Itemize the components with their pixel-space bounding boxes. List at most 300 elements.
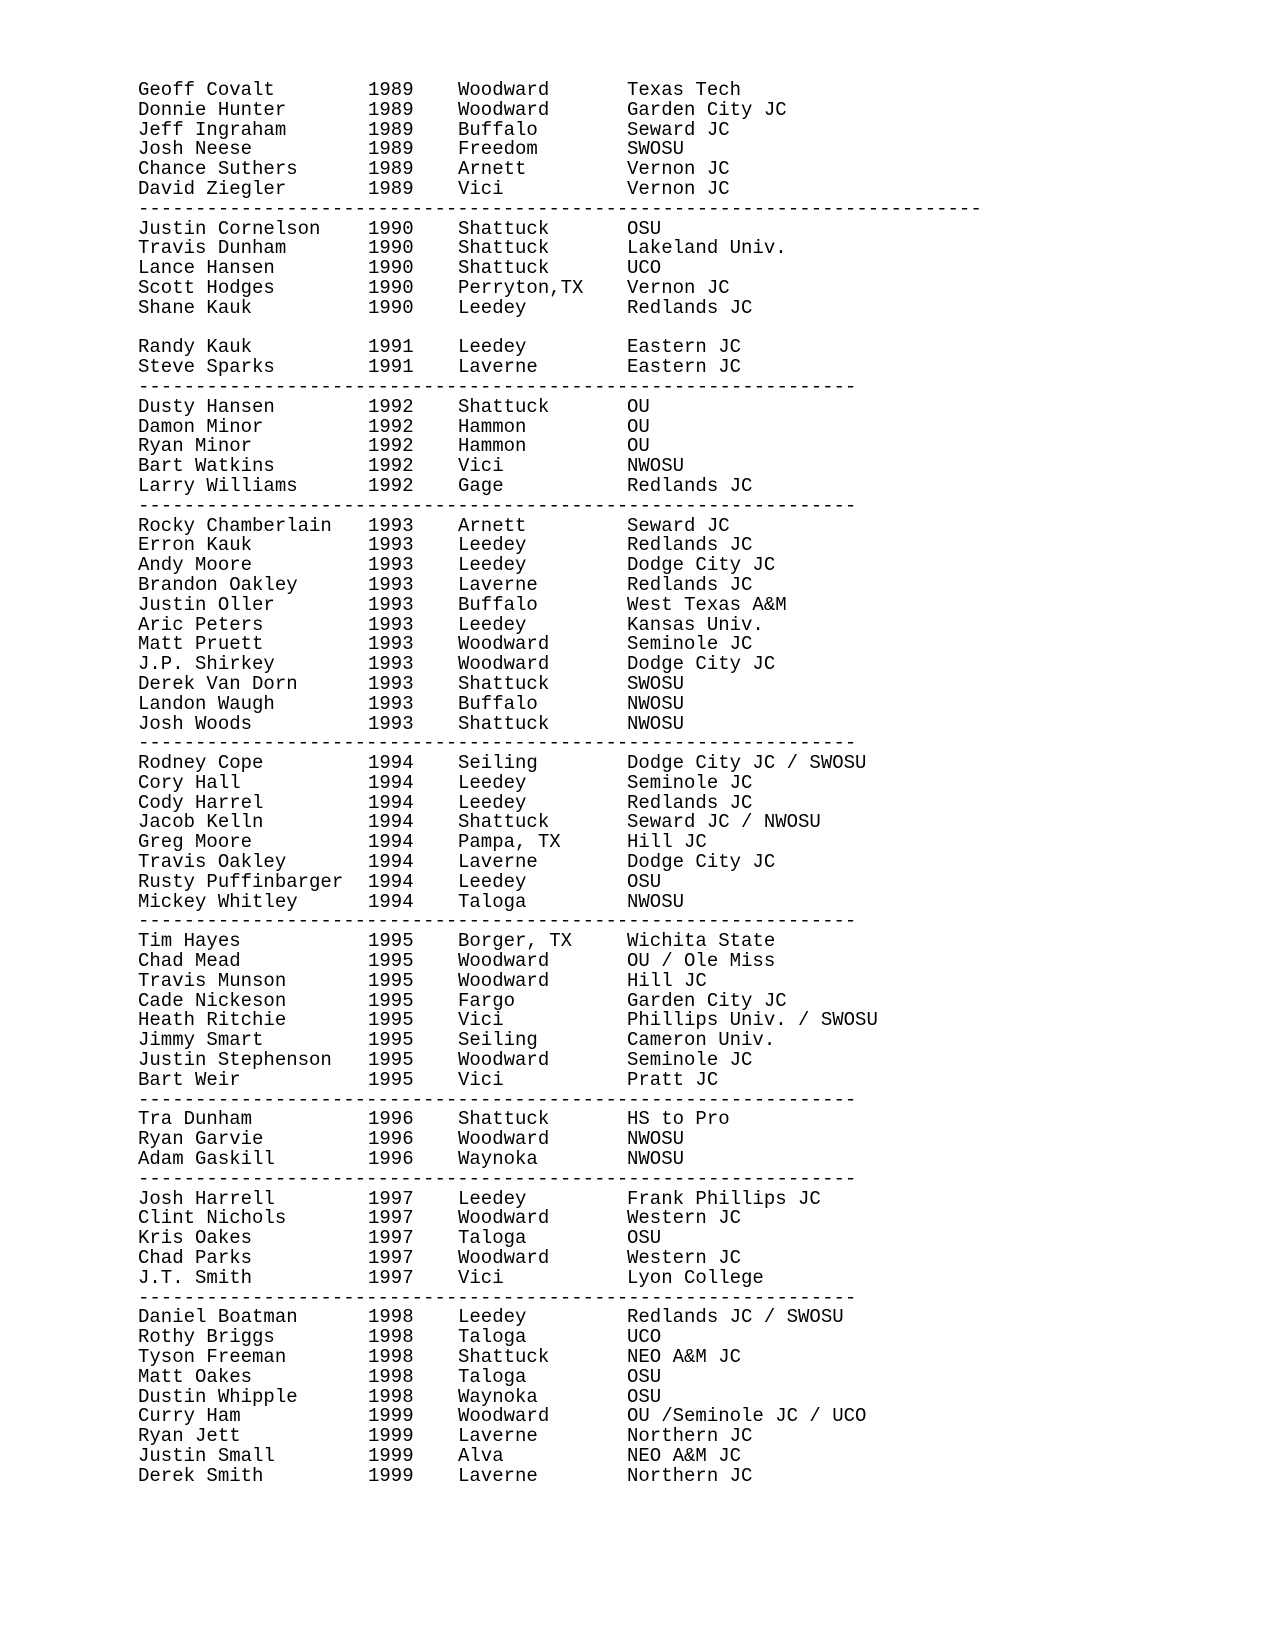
player-name: Aric Peters <box>138 613 264 636</box>
college: OU / Ole Miss <box>627 950 776 973</box>
college: Garden City JC <box>627 98 787 121</box>
college: OSU <box>627 217 662 240</box>
college: Hill JC <box>627 969 707 992</box>
college: Seminole JC <box>627 771 753 794</box>
table-row <box>138 556 982 576</box>
hometown: Vici <box>458 1009 504 1032</box>
hometown: Gage <box>458 474 504 497</box>
college: Wichita State <box>627 930 776 953</box>
grad-year: 1995 <box>368 1068 414 1091</box>
college: Eastern JC <box>627 336 742 359</box>
grad-year: 1989 <box>368 79 414 101</box>
hometown: Leedey <box>458 791 527 814</box>
player-name: Steve Sparks <box>138 356 275 379</box>
table-row <box>138 276 982 299</box>
table-row <box>138 415 982 438</box>
player-name: Josh Neese <box>138 138 253 161</box>
hometown: Shattuck <box>458 811 550 834</box>
player-name: Josh Harrell <box>138 1187 275 1210</box>
grad-year: 1997 <box>368 1247 414 1270</box>
table-row <box>138 259 982 279</box>
table-row <box>138 613 982 636</box>
table-row <box>138 791 982 814</box>
hometown: Vici <box>458 1068 504 1091</box>
college: Redlands JC <box>627 791 753 814</box>
grad-year: 1994 <box>368 771 414 794</box>
grad-year: 1990 <box>368 276 414 299</box>
grad-year: 1993 <box>368 534 414 557</box>
table-row <box>138 1110 982 1130</box>
grad-year: 1993 <box>368 672 414 695</box>
table-row <box>138 1150 982 1170</box>
grad-year: 1989 <box>368 138 414 161</box>
hometown: Laverne <box>458 1464 538 1487</box>
hometown: Alva <box>458 1444 504 1467</box>
grad-year: 1999 <box>368 1405 414 1428</box>
hometown: Pampa, TX <box>458 831 561 854</box>
hometown: Woodward <box>458 653 550 676</box>
table-row <box>138 692 982 715</box>
player-name: Derek Van Dorn <box>138 672 298 695</box>
college: OU <box>627 415 650 438</box>
table-row <box>138 1407 982 1427</box>
grad-year: 1991 <box>368 356 414 379</box>
hometown: Laverne <box>458 573 538 596</box>
hometown: Vici <box>458 177 504 200</box>
college: Eastern JC <box>627 356 742 379</box>
college: OSU <box>627 870 662 893</box>
hometown: Taloga <box>458 1326 527 1349</box>
college: Vernon JC <box>627 158 730 181</box>
player-name: Randy Kauk <box>138 336 253 359</box>
hometown: Leedey <box>458 534 527 557</box>
college: Dodge City JC / SWOSU <box>627 752 867 775</box>
college: NWOSU <box>627 712 685 735</box>
college: OU <box>627 395 650 418</box>
table-row <box>138 754 982 774</box>
hometown: Freedom <box>458 138 538 161</box>
hometown: Leedey <box>458 613 527 636</box>
college: Lyon College <box>627 1266 764 1289</box>
hometown: Shattuck <box>458 257 550 280</box>
hometown: Woodward <box>458 1405 550 1428</box>
hometown: Leedey <box>458 1306 527 1329</box>
player-name: Landon Waugh <box>138 692 275 715</box>
grad-year: 1997 <box>368 1187 414 1210</box>
hometown: Buffalo <box>458 593 538 616</box>
player-name: Dusty Hansen <box>138 395 275 418</box>
grad-year: 1990 <box>368 296 414 319</box>
grad-year: 1998 <box>368 1385 414 1408</box>
table-row <box>138 1365 982 1388</box>
hometown: Taloga <box>458 1365 527 1388</box>
player-name: Matt Pruett <box>138 633 264 656</box>
college: Hill JC <box>627 831 707 854</box>
player-name: Justin Small <box>138 1444 275 1467</box>
table-row <box>138 1051 982 1071</box>
section-separator: --------------------------------------------------------------- <box>138 732 857 755</box>
table-row <box>138 1348 982 1368</box>
hometown: Woodward <box>458 1247 550 1270</box>
hometown: Hammon <box>458 435 527 458</box>
player-name: David Ziegler <box>138 177 287 200</box>
grad-year: 1993 <box>368 712 414 735</box>
hometown: Shattuck <box>458 712 550 735</box>
player-name: Jimmy Smart <box>138 1029 264 1052</box>
hometown: Shattuck <box>458 1346 550 1368</box>
college: Redlands JC <box>627 474 753 497</box>
grad-year: 1994 <box>368 851 414 874</box>
grad-year: 1991 <box>368 336 414 359</box>
grad-year: 1999 <box>368 1464 414 1487</box>
table-row <box>138 395 982 418</box>
player-name: Justin Stephenson <box>138 1049 332 1072</box>
college: Vernon JC <box>627 177 730 200</box>
player-name: Bart Watkins <box>138 455 275 478</box>
hometown: Waynoka <box>458 1148 538 1171</box>
table-row <box>138 474 982 497</box>
college: SWOSU <box>627 138 685 161</box>
grad-year: 1998 <box>368 1306 414 1329</box>
college: Lakeland Univ. <box>627 237 787 260</box>
player-name: Jacob Kelln <box>138 811 264 834</box>
hometown: Leedey <box>458 1187 527 1210</box>
college: Vernon JC <box>627 276 730 299</box>
player-name: Shane Kauk <box>138 296 253 319</box>
section-separator: --------------------------------------------------------------- <box>138 375 857 398</box>
hometown: Laverne <box>458 356 538 379</box>
college: OSU <box>627 1227 662 1250</box>
player-name: Rocky Chamberlain <box>138 514 332 537</box>
table-row <box>138 1229 982 1249</box>
college: Pratt JC <box>627 1068 719 1091</box>
section-separator: --------------------------------------------------------------- <box>138 1167 857 1190</box>
player-name: Andy Moore <box>138 554 253 577</box>
player-name: Travis Dunham <box>138 237 287 260</box>
player-name: Rodney Cope <box>138 752 264 775</box>
grad-year: 1989 <box>368 158 414 181</box>
grad-year: 1989 <box>368 177 414 200</box>
hometown: Leedey <box>458 336 527 359</box>
college: NEO A&M JC <box>627 1346 742 1368</box>
section-separator: --------------------------------------------------------------- <box>138 494 857 517</box>
table-row <box>138 160 982 180</box>
player-name: Geoff Covalt <box>138 79 275 101</box>
hometown: Vici <box>458 1266 504 1289</box>
section-separator: -------------------------------------------------------------------------- <box>138 197 982 220</box>
college: Seminole JC <box>627 1049 753 1072</box>
college: OSU <box>627 1365 662 1388</box>
hometown: Leedey <box>458 296 527 319</box>
grad-year: 1996 <box>368 1148 414 1171</box>
grad-year: 1990 <box>368 237 414 260</box>
table-row <box>138 177 982 200</box>
college: Phillips Univ. / SWOSU <box>627 1009 878 1032</box>
college: Western JC <box>627 1207 742 1230</box>
player-name: Mickey Whitley <box>138 890 298 913</box>
hometown: Laverne <box>458 1425 538 1448</box>
hometown: Woodward <box>458 969 550 992</box>
college: NWOSU <box>627 1148 685 1171</box>
player-name: Matt Oakes <box>138 1365 253 1388</box>
grad-year: 1993 <box>368 514 414 537</box>
college: Seward JC <box>627 118 730 141</box>
hometown: Shattuck <box>458 395 550 418</box>
table-row <box>138 1427 982 1447</box>
player-name: Brandon Oakley <box>138 573 298 596</box>
hometown: Taloga <box>458 1227 527 1250</box>
grad-year: 1995 <box>368 1009 414 1032</box>
grad-year: 1993 <box>368 613 414 636</box>
grad-year: 1993 <box>368 692 414 715</box>
document-content <box>138 81 982 1487</box>
grad-year: 1994 <box>368 752 414 775</box>
grad-year: 1995 <box>368 930 414 953</box>
hometown: Leedey <box>458 870 527 893</box>
grad-year: 1997 <box>368 1227 414 1250</box>
grad-year: 1993 <box>368 593 414 616</box>
college: Northern JC <box>627 1425 753 1448</box>
grad-year: 1994 <box>368 811 414 834</box>
college: Redlands JC / SWOSU <box>627 1306 844 1329</box>
grad-year: 1994 <box>368 890 414 913</box>
college: OU /Seminole JC / UCO <box>627 1405 867 1428</box>
hometown: Woodward <box>458 1049 550 1072</box>
college: NWOSU <box>627 692 685 715</box>
table-row <box>138 1464 982 1487</box>
college: Redlands JC <box>627 296 753 319</box>
hometown: Woodward <box>458 950 550 973</box>
grad-year: 1992 <box>368 435 414 458</box>
grad-year: 1997 <box>368 1207 414 1230</box>
table-row <box>138 1444 982 1467</box>
hometown: Vici <box>458 455 504 478</box>
table-row <box>138 969 982 992</box>
player-name: Adam Gaskill <box>138 1148 275 1171</box>
grad-year: 1993 <box>368 653 414 676</box>
college: Kansas Univ. <box>627 613 764 636</box>
grad-year: 1995 <box>368 950 414 973</box>
hometown: Woodward <box>458 98 550 121</box>
player-name: Tra Dunham <box>138 1108 253 1131</box>
college: NWOSU <box>627 1128 685 1151</box>
player-name: Tyson Freeman <box>138 1346 287 1368</box>
college: HS to Pro <box>627 1108 730 1131</box>
player-name: Donnie Hunter <box>138 98 287 121</box>
hometown: Shattuck <box>458 217 550 240</box>
college: Seward JC <box>627 514 730 537</box>
hometown: Laverne <box>458 851 538 874</box>
college: Western JC <box>627 1247 742 1270</box>
table-row <box>138 771 982 794</box>
table-row <box>138 1011 982 1031</box>
hometown: Shattuck <box>458 1108 550 1131</box>
grad-year: 1999 <box>368 1444 414 1467</box>
table-row <box>138 573 982 596</box>
player-name: Justin Cornelson <box>138 217 321 240</box>
player-name: Heath Ritchie <box>138 1009 287 1032</box>
player-name: Cade Nickeson <box>138 989 287 1012</box>
grad-year: 1994 <box>368 791 414 814</box>
player-name: Daniel Boatman <box>138 1306 298 1329</box>
grad-year: 1999 <box>368 1425 414 1448</box>
grad-year: 1993 <box>368 554 414 577</box>
grad-year: 1990 <box>368 257 414 280</box>
grad-year: 1997 <box>368 1266 414 1289</box>
player-name: Derek Smith <box>138 1464 264 1487</box>
table-row <box>138 536 982 556</box>
player-name: Jeff Ingraham <box>138 118 287 141</box>
college: Frank Phillips JC <box>627 1187 821 1210</box>
grad-year: 1995 <box>368 969 414 992</box>
player-name: Erron Kauk <box>138 534 253 557</box>
player-name: Chance Suthers <box>138 158 298 181</box>
table-row <box>138 1249 982 1269</box>
player-name: Travis Oakley <box>138 851 287 874</box>
player-name: Rusty Puffinbarger <box>138 870 344 893</box>
hometown: Leedey <box>458 771 527 794</box>
college: Cameron Univ. <box>627 1029 776 1052</box>
hometown: Taloga <box>458 890 527 913</box>
college: Seminole JC <box>627 633 753 656</box>
hometown: Borger, TX <box>458 930 573 953</box>
table-row <box>138 655 982 675</box>
college: Seward JC / NWOSU <box>627 811 821 834</box>
college: NWOSU <box>627 890 685 913</box>
player-name: Curry Ham <box>138 1405 241 1428</box>
grad-year: 1995 <box>368 989 414 1012</box>
player-name: Clint Nichols <box>138 1207 287 1230</box>
college: Dodge City JC <box>627 851 776 874</box>
hometown: Perryton,TX <box>458 276 584 299</box>
player-name: Dustin Whipple <box>138 1385 298 1408</box>
table-row <box>138 932 982 952</box>
hometown: Woodward <box>458 79 550 101</box>
college: Dodge City JC <box>627 653 776 676</box>
player-name: Lance Hansen <box>138 257 275 280</box>
college: OU <box>627 435 650 458</box>
player-name: Cory Hall <box>138 771 241 794</box>
player-name: Greg Moore <box>138 831 253 854</box>
college: UCO <box>627 257 662 280</box>
table-row <box>138 514 982 537</box>
grad-year: 1992 <box>368 395 414 418</box>
grad-year: 1989 <box>368 118 414 141</box>
hometown: Waynoka <box>458 1385 538 1408</box>
college: Redlands JC <box>627 573 753 596</box>
college: Garden City JC <box>627 989 787 1012</box>
grad-year: 1995 <box>368 1049 414 1072</box>
player-name: Chad Mead <box>138 950 241 973</box>
grad-year: 1998 <box>368 1365 414 1388</box>
table-row <box>138 1209 982 1229</box>
hometown: Woodward <box>458 1128 550 1151</box>
hometown: Seiling <box>458 1029 538 1052</box>
player-name: J.T. Smith <box>138 1266 253 1289</box>
grad-year: 1998 <box>368 1326 414 1349</box>
player-name: Cody Harrel <box>138 791 264 814</box>
college: West Texas A&M <box>627 593 787 616</box>
college: Redlands JC <box>627 534 753 557</box>
player-name: Josh Woods <box>138 712 253 735</box>
hometown: Seiling <box>458 752 538 775</box>
table-row <box>138 672 982 695</box>
college: SWOSU <box>627 672 685 695</box>
college: UCO <box>627 1326 662 1349</box>
hometown: Fargo <box>458 989 516 1012</box>
college: NEO A&M JC <box>627 1444 742 1467</box>
grad-year: 1993 <box>368 633 414 656</box>
player-name: Kris Oakes <box>138 1227 253 1250</box>
college: NWOSU <box>627 455 685 478</box>
player-name: Larry Williams <box>138 474 298 497</box>
hometown: Hammon <box>458 415 527 438</box>
section-separator: --------------------------------------------------------------- <box>138 1286 857 1309</box>
grad-year: 1992 <box>368 415 414 438</box>
table-row <box>138 296 982 319</box>
table-row <box>138 98 982 121</box>
table-row <box>138 81 982 101</box>
player-name: Bart Weir <box>138 1068 241 1091</box>
grad-year: 1996 <box>368 1128 414 1151</box>
table-row <box>138 952 982 972</box>
hometown: Woodward <box>458 633 550 656</box>
college: OSU <box>627 1385 662 1408</box>
grad-year: 1992 <box>368 455 414 478</box>
grad-year: 1990 <box>368 217 414 240</box>
grad-year: 1989 <box>368 98 414 121</box>
player-name: J.P. Shirkey <box>138 653 275 676</box>
hometown: Buffalo <box>458 692 538 715</box>
grad-year: 1994 <box>368 831 414 854</box>
table-row <box>138 593 982 616</box>
player-name: Rothy Briggs <box>138 1326 275 1349</box>
table-row <box>138 1068 982 1091</box>
hometown: Shattuck <box>458 237 550 260</box>
grad-year: 1992 <box>368 474 414 497</box>
grad-year: 1996 <box>368 1108 414 1131</box>
player-name: Tim Hayes <box>138 930 241 953</box>
hometown: Arnett <box>458 514 527 537</box>
hometown: Woodward <box>458 1207 550 1230</box>
table-row <box>138 457 982 477</box>
player-name: Scott Hodges <box>138 276 275 299</box>
player-name: Ryan Jett <box>138 1425 241 1448</box>
table-row <box>138 853 982 873</box>
player-name: Ryan Garvie <box>138 1128 264 1151</box>
hometown: Buffalo <box>458 118 538 141</box>
player-name: Ryan Minor <box>138 435 253 458</box>
hometown: Shattuck <box>458 672 550 695</box>
college: Dodge City JC <box>627 554 776 577</box>
hometown: Leedey <box>458 554 527 577</box>
table-row <box>138 118 982 141</box>
grad-year: 1995 <box>368 1029 414 1052</box>
player-name: Travis Munson <box>138 969 287 992</box>
hometown: Arnett <box>458 158 527 181</box>
table-row <box>138 870 982 893</box>
table-row <box>138 358 982 378</box>
player-name: Justin Oller <box>138 593 275 616</box>
college: Texas Tech <box>627 79 742 101</box>
player-name: Chad Parks <box>138 1247 253 1270</box>
grad-year: 1993 <box>368 573 414 596</box>
table-row <box>138 1266 982 1289</box>
blank-line <box>138 319 982 339</box>
college: Northern JC <box>627 1464 753 1487</box>
grad-year: 1998 <box>368 1346 414 1368</box>
player-name: Damon Minor <box>138 415 264 438</box>
